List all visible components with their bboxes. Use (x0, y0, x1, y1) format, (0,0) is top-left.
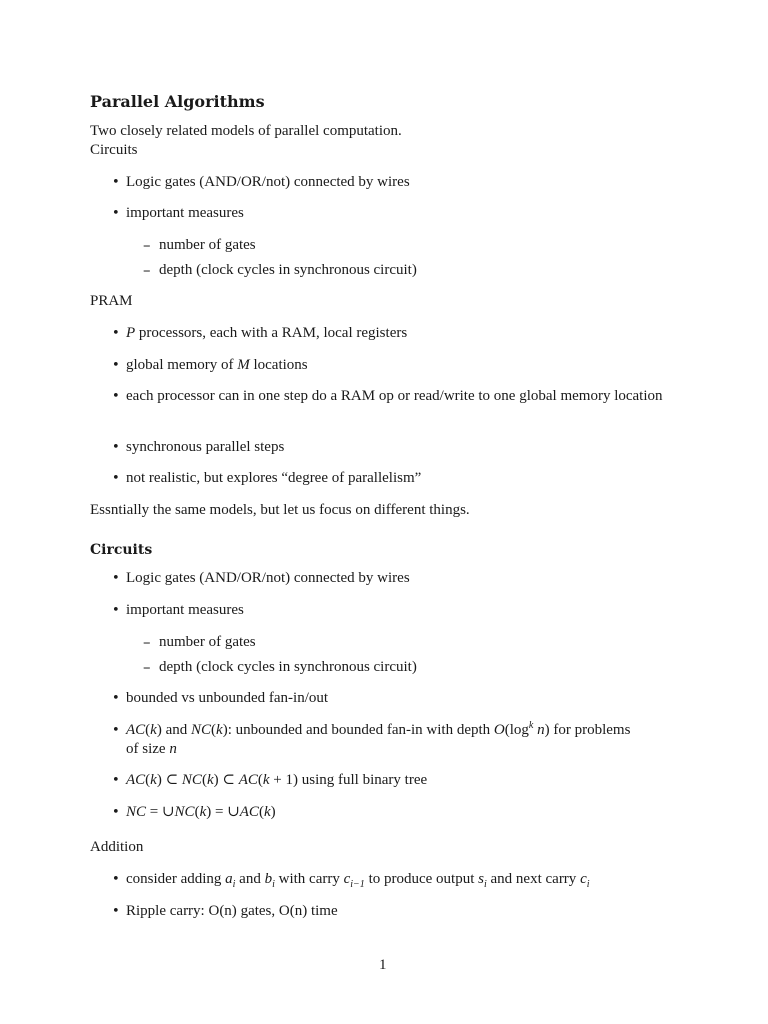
page-title: Parallel Algorithms (90, 92, 265, 111)
dash-icon: – (143, 236, 151, 254)
bullet-icon: • (112, 691, 120, 706)
bullet-icon: • (112, 571, 120, 586)
intro-line: Two closely related models of parallel computation. (90, 123, 402, 139)
page-number: 1 (379, 957, 387, 973)
bullet-icon: • (112, 773, 120, 788)
bullet-icon: • (112, 805, 120, 820)
bullet-icon: • (112, 206, 120, 221)
list-item: AC(k) and NC(k): unbounded and bounded fan-in with depth $O(\log^k$ n) for problems (126, 720, 631, 738)
bullet-icon: • (112, 471, 120, 486)
intro-circuits-label: Circuits (90, 142, 138, 158)
section-heading: Circuits (90, 542, 153, 558)
list-item: Logic gates (AND/OR/not) connected by wires (126, 570, 410, 586)
bullet-icon: • (112, 440, 120, 455)
list-item: consider adding $a_i$ and $b_i$ with carry $c_{i-1}$ to produce output $s_i$ and next carry $c_i$ (126, 871, 590, 890)
summary-paragraph: Essntially the same models, but let us focus on different things. (90, 502, 470, 518)
dash-icon: – (143, 633, 151, 651)
bullet-icon: • (112, 358, 120, 373)
sub-list-item: number of gates (159, 237, 256, 253)
list-item: global memory of M locations (126, 357, 308, 373)
addition-label: Addition (90, 839, 144, 855)
bullet-icon: • (112, 326, 120, 341)
list-item-continuation: of size n (126, 741, 177, 757)
list-item: Logic gates (AND/OR/not) connected by wires (126, 174, 410, 190)
list-item: synchronous parallel steps (126, 439, 285, 455)
bullet-icon: • (112, 904, 120, 919)
pram-label: PRAM (90, 293, 133, 309)
list-item: P processors, each with a RAM, local registers (126, 325, 408, 341)
list-item: Ripple carry: O(n) gates, O(n) time (126, 903, 338, 919)
list-item: bounded vs unbounded fan-in/out (126, 690, 329, 706)
list-item: AC(k) ⊂ NC(k) ⊂ AC(k + 1) using full binary tree (126, 772, 428, 788)
bullet-icon: • (112, 723, 120, 738)
list-item: important measures (126, 602, 244, 618)
list-item: not realistic, but explores “degree of parallelism” (126, 470, 422, 486)
dash-icon: – (143, 261, 151, 279)
list-item: important measures (126, 205, 244, 221)
dash-icon: – (143, 658, 151, 676)
bullet-icon: • (112, 603, 120, 618)
list-item: each processor can in one step do a RAM op or read/write to one global memory location (126, 388, 663, 404)
sub-list-item: depth (clock cycles in synchronous circuit) (159, 659, 417, 675)
sub-list-item: depth (clock cycles in synchronous circuit) (159, 262, 417, 278)
bullet-icon: • (112, 389, 120, 404)
bullet-icon: • (112, 872, 120, 887)
bullet-icon: • (112, 175, 120, 190)
sub-list-item: number of gates (159, 634, 256, 650)
list-item: NC = ∪NC(k) = ∪AC(k) (126, 804, 276, 820)
